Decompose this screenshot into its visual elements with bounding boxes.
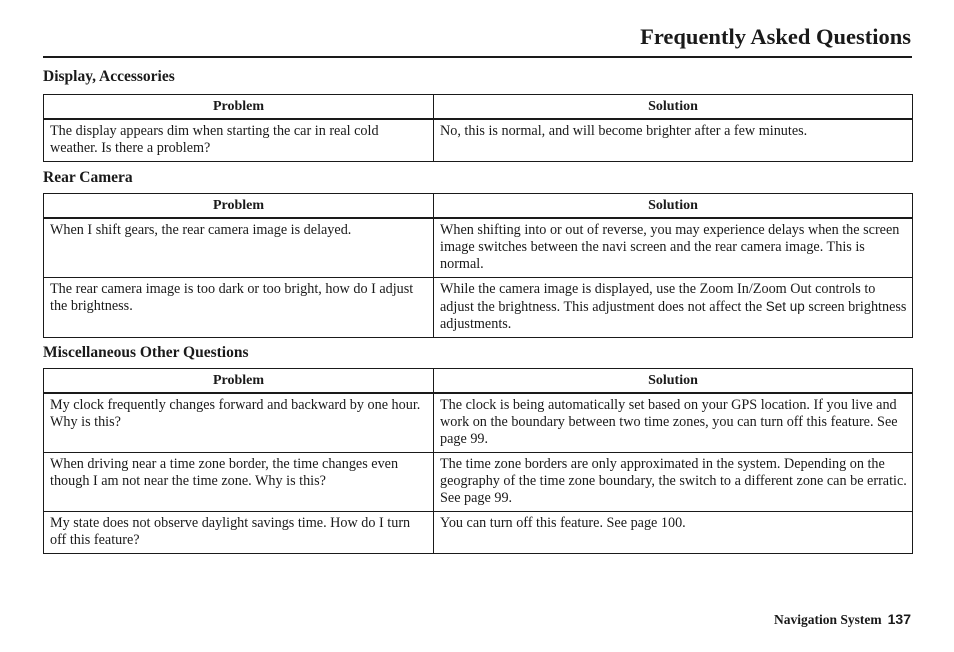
- page-footer: [774, 611, 911, 628]
- title-divider: [43, 56, 912, 58]
- solution-column-header: Solution: [434, 95, 913, 120]
- problem-cell: When I shift gears, the rear camera image is delayed.: [44, 218, 434, 278]
- problem-cell: When driving near a time zone border, the time changes even though I am not near the time zone. Why is this?: [44, 453, 434, 512]
- table-row: [44, 453, 913, 512]
- page-title: Frequently Asked Questions: [640, 24, 911, 49]
- problem-cell: My clock frequently changes forward and backward by one hour. Why is this?: [44, 393, 434, 453]
- setup-menu-term: Set up: [765, 299, 805, 314]
- solution-text-before: While the camera image is displayed, use the Zoom In/Zoom Out controls to adjust the brightness. This adjustment does not affect the: [440, 281, 876, 315]
- table-row: [44, 119, 913, 162]
- solution-cell: No, this is normal, and will become brighter after a few minutes.: [434, 119, 913, 162]
- faq-table-miscellaneous: [43, 368, 913, 554]
- solution-cell: The time zone borders are only approximated in the system. Depending on the geography of the time zone boundary, the switch to a different zone can be erratic. See page 99.: [434, 453, 913, 512]
- table-row: [44, 218, 913, 278]
- solution-column-header: Solution: [434, 369, 913, 394]
- section-heading-miscellaneous: Miscellaneous Other Questions: [43, 344, 249, 361]
- problem-cell: The display appears dim when starting the car in real cold weather. Is there a problem?: [44, 119, 434, 162]
- table-header-row: [44, 194, 913, 219]
- solution-text-after: screen brightness adjustments.: [440, 299, 907, 332]
- footer-label: Navigation System: [774, 612, 882, 627]
- problem-column-header: Problem: [44, 194, 434, 219]
- table-header-row: [44, 95, 913, 120]
- solution-cell: [434, 278, 913, 338]
- solution-cell: You can turn off this feature. See page 100.: [434, 512, 913, 554]
- problem-cell: My state does not observe daylight savings time. How do I turn off this feature?: [44, 512, 434, 554]
- table-row: [44, 278, 913, 338]
- problem-column-header: Problem: [44, 369, 434, 394]
- table-row: [44, 512, 913, 554]
- section-heading-display-accessories: Display, Accessories: [43, 68, 175, 85]
- table-row: [44, 393, 913, 453]
- problem-column-header: Problem: [44, 95, 434, 120]
- page-number: 137: [887, 611, 911, 627]
- faq-table-rear-camera: [43, 193, 913, 338]
- table-header-row: [44, 369, 913, 394]
- problem-cell: The rear camera image is too dark or too bright, how do I adjust the brightness.: [44, 278, 434, 338]
- solution-cell: When shifting into or out of reverse, you may experience delays when the screen image switches between the navi screen and the rear camera image. This is normal.: [434, 218, 913, 278]
- solution-cell: The clock is being automatically set based on your GPS location. If you live and work on the boundary between two time zones, you can turn off this feature. See page 99.: [434, 393, 913, 453]
- solution-column-header: Solution: [434, 194, 913, 219]
- section-heading-rear-camera: Rear Camera: [43, 169, 133, 186]
- faq-table-display-accessories: [43, 94, 913, 162]
